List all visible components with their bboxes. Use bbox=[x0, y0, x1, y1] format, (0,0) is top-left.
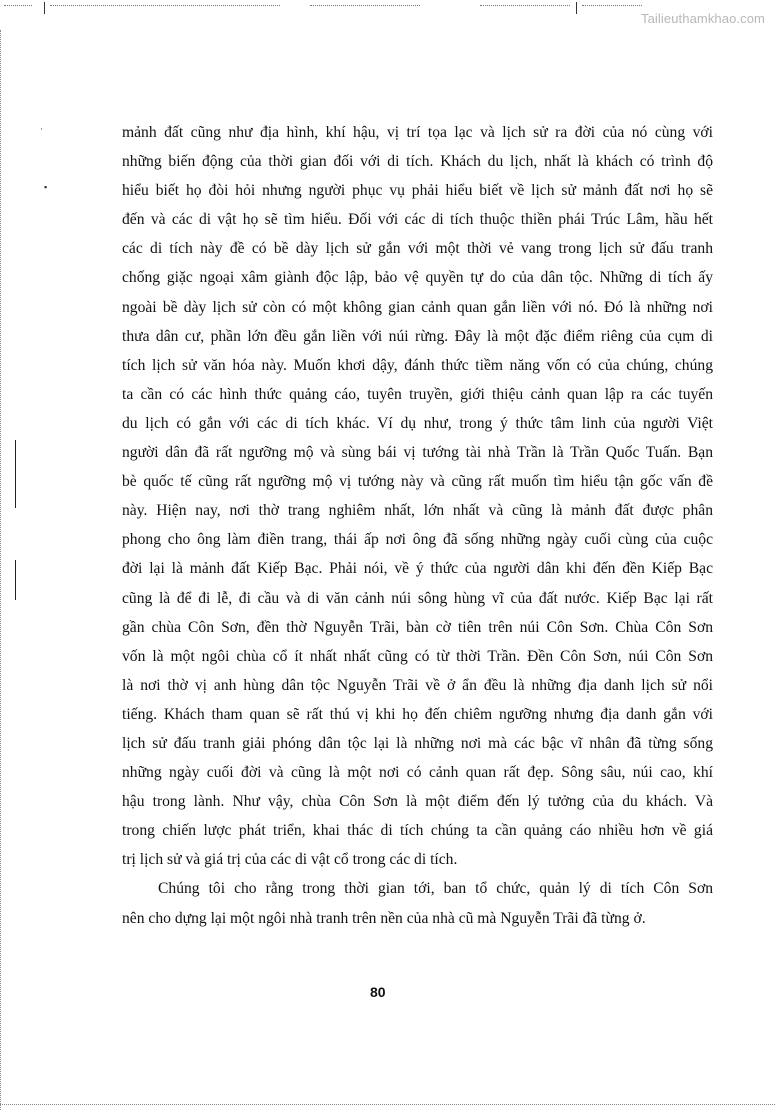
text-line: các di tích này đề có bề dày lịch sử gắn với một thời vẻ vang trong lịch sử đấu tranh bbox=[122, 240, 713, 258]
text-line: mảnh đất cũng như địa hình, khí hậu, vị trí tọa lạc và lịch sử ra đời của nó cùng với bbox=[122, 124, 713, 141]
text-line: tiếng. Khách tham quan sẽ rất thú vị khi họ đến chiêm ngưỡng nhưng địa danh gắn với bbox=[122, 705, 713, 723]
text-line: trong chiến lược phát triển, khai thác di tích chúng ta cần quảng cáo nhiều hơn về giá bbox=[122, 822, 713, 840]
text-line: ngoài bề dày lịch sử còn có một không gian cảnh quan gắn liền với nó. Đó là những nơi bbox=[122, 298, 713, 316]
scan-mark: ▪ bbox=[44, 182, 48, 192]
scan-noise bbox=[44, 2, 45, 14]
text-line: lịch sử đấu tranh giải phóng dân tộc lại là những nơi mà các bậc vĩ nhân đã từng sống bbox=[122, 734, 713, 752]
text-line: những ngày cuối đời và cũng là một nơi có cảnh quan rất đẹp. Sông sâu, núi cao, khí bbox=[122, 764, 713, 782]
text-line: hậu trong lành. Như vậy, chùa Côn Sơn là một điểm đến lý tưởng của du khách. Và bbox=[122, 793, 713, 811]
text-line: đời lại là mảnh đất Kiếp Bạc. Phải nói, về ý thức của người dân khi đến đền Kiếp Bạc bbox=[122, 560, 713, 578]
scan-footer-artifacts bbox=[0, 1104, 775, 1115]
document-page bbox=[122, 118, 713, 933]
text-line: thưa dân cư, phần lớn đều gắn liền với núi rừng. Đây là một đặc điểm riêng của cụm di bbox=[122, 327, 713, 345]
text-line: người dân đã rất ngưỡng mộ và sùng bái vị tướng tài nhà Trần là Trần Quốc Tuấn. Bạn bbox=[122, 444, 713, 462]
scan-margin-line bbox=[15, 440, 16, 445]
scan-noise bbox=[310, 5, 420, 16]
text-line: này. Hiện nay, nơi thờ trang nghiêm nhất, lớn nhất và cũng là mảnh đất được phân bbox=[122, 502, 713, 520]
text-line: phong cho ông làm điền trang, thái ấp nơi ông đã sống những ngày cuối cùng của cuộc bbox=[122, 531, 713, 549]
paragraph-2 bbox=[122, 874, 713, 932]
scan-margin-line bbox=[15, 448, 16, 508]
text-line: những biến động của thời gian đối với di tích. Khách du lịch, nhất là khách có trình độ bbox=[122, 153, 713, 171]
scan-noise bbox=[4, 5, 32, 16]
scan-mark: · bbox=[40, 124, 43, 134]
text-line: trị lịch sử và giá trị của các di vật cổ trong các di tích. bbox=[122, 851, 458, 869]
text-line: đến và các di vật họ sẽ tìm hiểu. Đối với các di tích thuộc thiền phái Trúc Lâm, hầu hết bbox=[122, 211, 713, 229]
text-line: vốn là một ngôi chùa cổ ít nhất nhất cũng có từ thời Trần. Đền Côn Sơn, núi Côn Sơn bbox=[122, 647, 713, 665]
text-line: tích lịch sử văn hóa này. Muốn khơi dậy, đánh thức tiềm năng vốn có của chúng, chúng bbox=[122, 356, 713, 374]
text-line: du lịch có gắn với các di tích khác. Ví dụ như, trong ý thức tâm linh của người Việt bbox=[122, 414, 713, 432]
scan-noise bbox=[50, 5, 280, 16]
text-line: bè quốc tế cũng rất ngưỡng mộ vị tướng này và cũng rất muốn tìm hiểu tận gốc vấn đề bbox=[122, 473, 713, 491]
text-line: Chúng tôi cho rằng trong thời gian tới, ban tổ chức, quản lý di tích Côn Sơn bbox=[158, 880, 713, 898]
scan-noise bbox=[576, 2, 577, 14]
text-line: cũng là để đi lễ, đi cầu và di văn cảnh núi sông hùng vĩ của đất nước. Kiếp Bạc lại rất bbox=[122, 589, 713, 607]
text-line: chống giặc ngoại xâm giành độc lập, bảo vệ quyền tự do của dân tộc. Những di tích ấy bbox=[122, 269, 713, 287]
scan-margin-line bbox=[15, 560, 16, 600]
text-line: ta cần có các hình thức quảng cáo, tuyên truyền, giới thiệu cảnh quan lập ra các tuyến bbox=[122, 385, 713, 403]
scan-noise bbox=[480, 5, 570, 16]
text-line: gần chùa Côn Sơn, đền thờ Nguyễn Trãi, bàn cờ tiên trên núi Côn Sơn. Chùa Côn Sơn bbox=[122, 618, 713, 636]
paragraph-1 bbox=[122, 118, 713, 874]
scan-left-edge bbox=[0, 30, 5, 1110]
text-line: nên cho dựng lại một ngôi nhà tranh trên nền của nhà cũ mà Nguyễn Trãi đã từng ở. bbox=[122, 909, 646, 927]
text-line: là nơi thờ vị anh hùng dân tộc Nguyễn Trãi về ở ẩn đều là những địa danh lịch sử nổi bbox=[122, 676, 713, 694]
text-line: hiểu biết họ đòi hỏi nhưng người phục vụ phải hiểu biết về lịch sử mảnh đất nơi họ sẽ bbox=[122, 182, 713, 200]
scan-noise bbox=[582, 5, 642, 16]
page-number: 80 bbox=[370, 984, 386, 1000]
watermark: Tailieuthamkhao.com bbox=[640, 11, 765, 26]
